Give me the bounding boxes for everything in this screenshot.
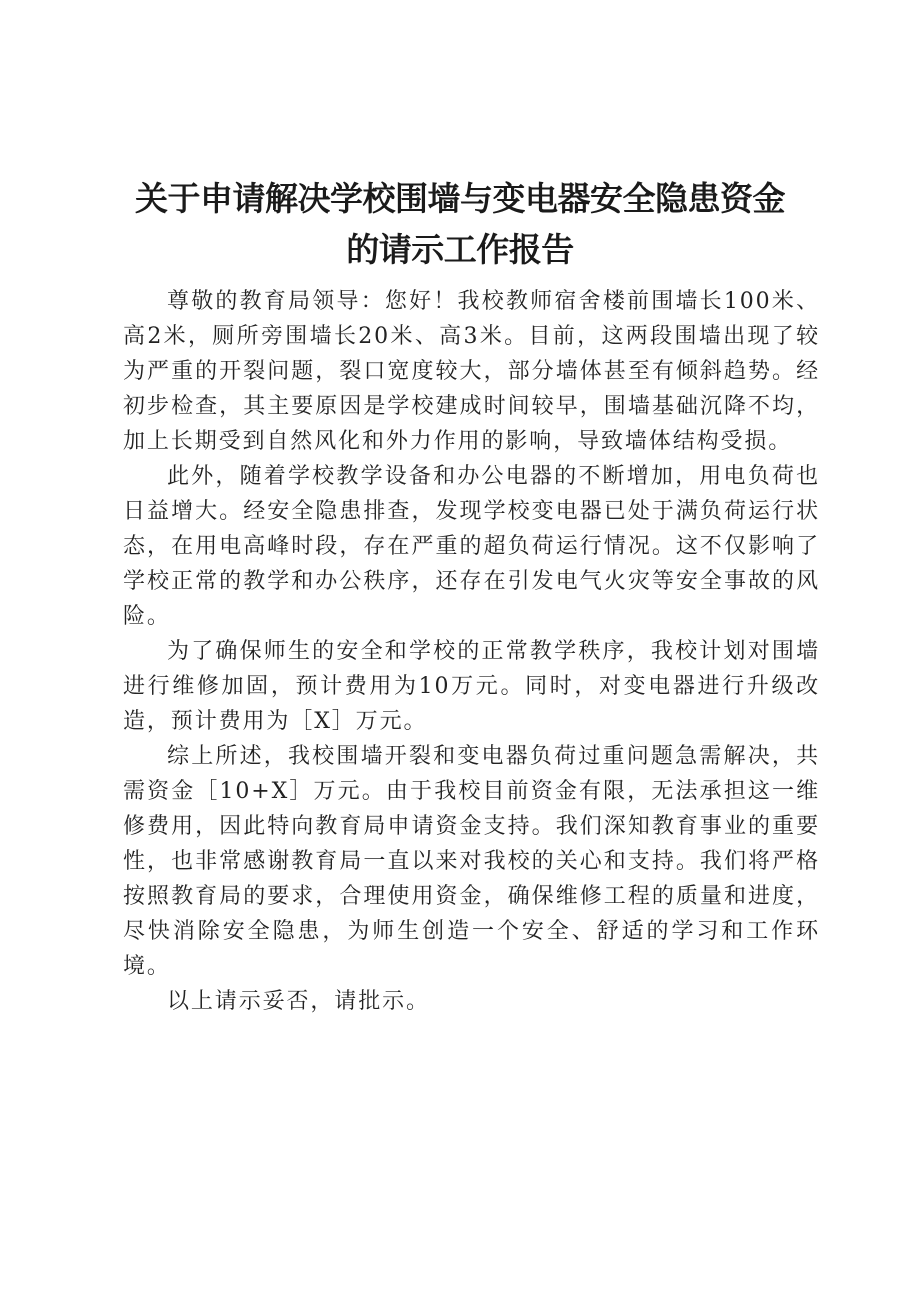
paragraph-closing: 以上请示妥否，请批示。 [167,989,430,1014]
paragraph-plan-cost: 为了确保师生的安全和学校的正常教学秩序，我校计划对围墙进行维修加固，预计费用为10万元。同时，对变电器进行升级改造，预计费用为［X］万元。 [123,639,820,734]
document-body [123,284,820,1019]
document-title [100,173,820,275]
paragraph-transformer: 此外，随着学校教学设备和办公电器的不断增加，用电负荷也日益增大。经安全隐患排查，发现学校变电器已处于满负荷运行状态，在用电高峰时段，存在严重的超负荷运行情况。这不仅影响了学校正常的教学和办公秩序，还存在引发电气火灾等安全事故的风险。 [123,464,820,629]
paragraph-greeting-wall: 尊敬的教育局领导：您好！我校教师宿舍楼前围墙长100米、高2米，厕所旁围墙长20米、高3米。目前，这两段围墙出现了较为严重的开裂问题，裂口宽度较大，部分墙体甚至有倾斜趋势。经初步检查，其主要原因是学校建成时间较早，围墙基础沉降不均，加上长期受到自然风化和外力作用的影响，导致墙体结构受损。 [123,289,820,454]
paragraph-summary-request: 综上所述，我校围墙开裂和变电器负荷过重问题急需解决，共需资金［10+X］万元。由于我校目前资金有限，无法承担这一维修费用，因此特向教育局申请资金支持。我们深知教育事业的重要性，也非常感谢教育局一直以来对我校的关心和支持。我们将严格按照教育局的要求，合理使用资金，确保维修工程的质量和进度，尽快消除安全隐患，为师生创造一个安全、舒适的学习和工作环境。 [123,744,820,979]
document-title-line-1: 关于申请解决学校围墙与变电器安全隐患资金 [135,179,785,218]
document-title-line-2: 的请示工作报告 [346,230,574,269]
